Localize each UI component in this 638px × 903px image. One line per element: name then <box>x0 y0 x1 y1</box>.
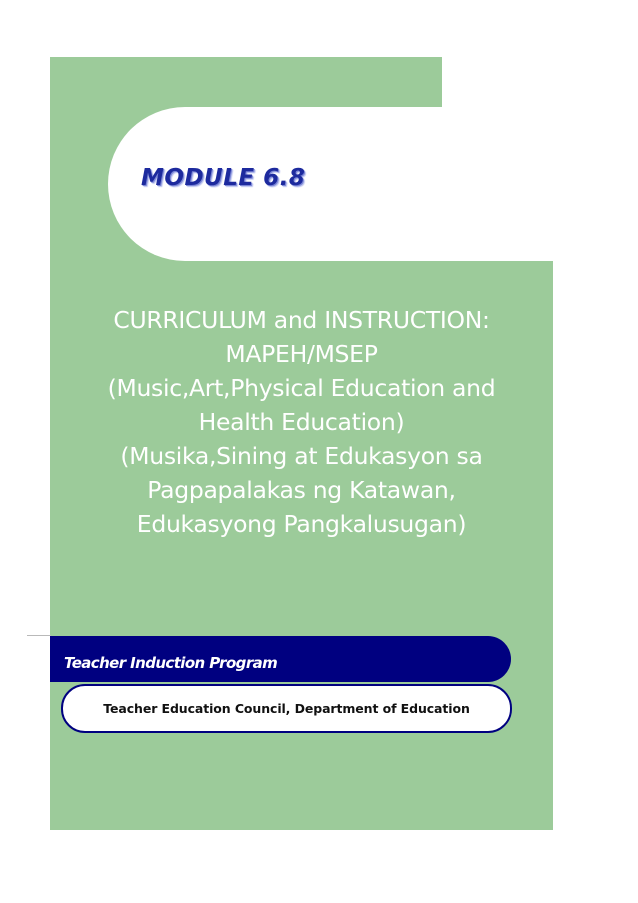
main-title-line: (Musika,Sining at Edukasyon sa <box>120 442 483 470</box>
council-label: Teacher Education Council, Department of Education <box>103 701 470 716</box>
council-box <box>61 684 512 733</box>
main-title-line: (Music,Art,Physical Education and <box>107 374 496 402</box>
main-title-line: Edukasyong Pangkalusugan) <box>136 510 467 538</box>
program-label: Teacher Induction Program <box>64 654 278 672</box>
module-title: MODULE 6.8 <box>141 165 306 191</box>
main-title-line: Health Education) <box>198 408 405 436</box>
divider <box>27 635 51 636</box>
corner-notch <box>442 57 553 108</box>
main-title-line: CURRICULUM and INSTRUCTION: <box>113 306 490 334</box>
main-title-line: Pagpapalakas ng Katawan, <box>147 476 456 504</box>
main-title <box>50 303 553 541</box>
main-title-line: MAPEH/MSEP <box>225 340 378 368</box>
